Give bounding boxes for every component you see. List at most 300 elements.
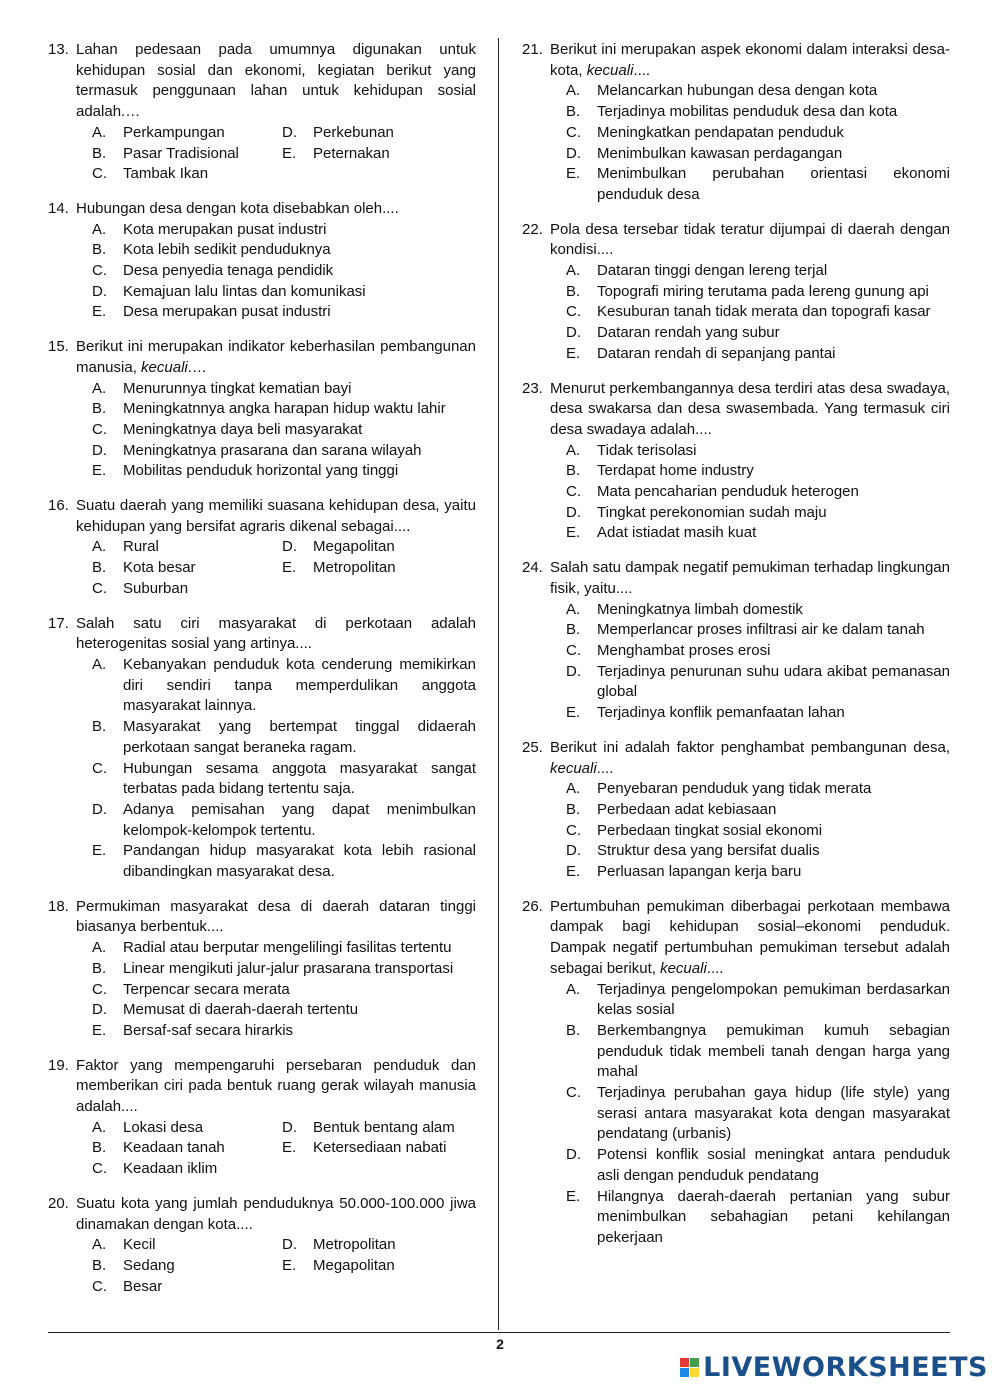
option-letter: A. (92, 1236, 107, 1254)
option-letter: B. (566, 1021, 581, 1039)
option-letter: B. (92, 1256, 107, 1274)
liveworksheets-logo (680, 1352, 988, 1383)
option-letter: A. (92, 379, 107, 397)
option-letter: E. (92, 842, 107, 860)
question-number: 26. (522, 897, 543, 915)
question-text (76, 897, 476, 938)
question-text-main: Suatu daerah yang memiliki suasana kehidupan desa, yaitu kehidupan yang bersifat agraris dikenal sebagai.... (76, 497, 476, 535)
answer-option-e[interactable] (92, 1021, 476, 1042)
option-letter: E. (566, 165, 581, 183)
answer-option-c[interactable] (92, 1159, 282, 1180)
option-text: Kemajuan lalu lintas dan komunikasi (123, 282, 366, 300)
option-letter: A. (92, 123, 107, 141)
option-letter: A. (566, 780, 581, 798)
question-stem (522, 738, 950, 779)
answer-option-d[interactable] (92, 1000, 476, 1021)
option-letter: C. (566, 821, 581, 839)
answer-option-b[interactable] (92, 144, 282, 165)
option-letter: E. (566, 1187, 581, 1205)
question-stem (48, 496, 476, 537)
option-text: Sedang (123, 1256, 175, 1274)
answer-options (92, 1235, 476, 1297)
answer-option-e[interactable] (566, 703, 950, 724)
logo-square-green (690, 1358, 699, 1367)
option-letter: B. (92, 559, 107, 577)
answer-option-e[interactable] (566, 344, 950, 365)
question-stem (48, 40, 476, 123)
option-text: Bersaf-saf secara hirarkis (123, 1021, 294, 1039)
option-letter: D. (566, 324, 581, 342)
option-text: Pasar Tradisional (123, 144, 239, 162)
option-letter: D. (92, 1001, 107, 1019)
question-number: 19. (48, 1056, 69, 1074)
logo-square-blue (680, 1368, 689, 1377)
option-text: Radial atau berputar mengelilingi fasilitas tertentu (123, 939, 452, 957)
option-letter: B. (566, 282, 581, 300)
option-text: Terpencar secara merata (123, 980, 290, 998)
answer-options (92, 938, 476, 1042)
answer-option-c[interactable] (92, 579, 282, 600)
answer-options (92, 379, 476, 483)
option-text: Meningkatnya daya beli masyarakat (123, 420, 363, 438)
option-text: Desa penyedia tenaga pendidik (123, 262, 334, 280)
option-letter: C. (566, 303, 581, 321)
question-22 (522, 220, 950, 365)
question-text-suffix: .... (706, 959, 724, 977)
question-stem (522, 220, 950, 261)
option-letter: D. (566, 503, 581, 521)
answer-option-e[interactable] (92, 302, 476, 323)
answer-options (92, 655, 476, 883)
option-text: Kesuburan tanah tidak merata dan topografi kasar (597, 303, 931, 321)
option-letter: D. (92, 282, 107, 300)
option-text: Dataran rendah di sepanjang pantai (597, 344, 836, 362)
answer-option-d[interactable] (282, 537, 476, 558)
option-text: Tidak terisolasi (597, 441, 697, 459)
option-text: Rural (123, 538, 159, 556)
question-text-main: Pertumbuhan pemukiman diberbagai perkotaan membawa dampak bagi kehidupan sosial–ekonomi penduduk. Dampak negatif pertumbuhan pemukiman tersebut adalah sebagai berikut, (550, 897, 950, 977)
question-text (76, 40, 476, 123)
option-letter: D. (566, 144, 581, 162)
answer-option-c[interactable] (92, 759, 476, 800)
answer-option-d[interactable] (566, 1145, 950, 1186)
question-text (550, 220, 950, 261)
answer-option-d[interactable] (282, 1118, 476, 1139)
question-14 (48, 199, 476, 323)
option-text: Hilangnya daerah-daerah pertanian yang subur menimbulkan sebahagian petani kehilangan pekerjaan (597, 1187, 950, 1246)
question-text (550, 897, 950, 980)
question-18 (48, 897, 476, 1042)
option-text: Kebanyakan penduduk kota cenderung memikirkan diri sendiri tanpa memperdulikan anggota masyarakat lainnya. (123, 655, 476, 715)
question-text-exception: kecuali (586, 61, 634, 79)
option-letter: B. (92, 241, 107, 259)
option-text: Terjadinya pengelompokan pemukiman berdasarkan kelas sosial (597, 980, 950, 1019)
option-letter: C. (92, 1277, 107, 1295)
question-19 (48, 1056, 476, 1180)
option-text: Terjadinya konflik pemanfaatan lahan (597, 704, 845, 722)
question-number: 20. (48, 1194, 69, 1212)
answer-option-b[interactable] (566, 461, 950, 482)
question-stem (48, 897, 476, 938)
option-letter: D. (282, 123, 297, 141)
option-letter: C. (92, 1160, 107, 1178)
answer-option-a[interactable] (566, 600, 950, 621)
option-letter: A. (566, 600, 581, 618)
option-text: Tingkat perekonomian sudah maju (597, 503, 827, 521)
answer-option-e[interactable] (566, 523, 950, 544)
option-text: Kecil (123, 1236, 156, 1254)
answer-option-c[interactable] (566, 1083, 950, 1145)
option-text: Meningkatnya prasarana dan sarana wilayah (123, 441, 422, 459)
question-text (550, 558, 950, 599)
question-text-exception: kecuali (141, 358, 188, 376)
option-text: Berkembangnya pemukiman kumuh sebagian penduduk tidak membeli tanah dengan harga yang mahal (597, 1021, 950, 1081)
question-21 (522, 40, 950, 206)
option-letter: A. (566, 980, 581, 998)
question-text-exception: kecuali (550, 759, 597, 777)
answer-option-c[interactable] (566, 123, 950, 144)
question-text (76, 496, 476, 537)
option-letter: E. (92, 462, 107, 480)
answer-options (92, 1118, 476, 1180)
question-text-main: Berikut ini merupakan aspek ekonomi dalam interaksi desa-kota, (550, 41, 950, 79)
option-text: Adanya pemisahan yang dapat menimbulkan kelompok-kelompok tertentu. (123, 800, 476, 839)
option-text: Suburban (123, 579, 189, 597)
question-text (76, 614, 476, 655)
logo-square-yellow (690, 1368, 699, 1377)
question-20 (48, 1194, 476, 1298)
question-number: 21. (522, 41, 543, 58)
answer-option-a[interactable] (92, 537, 282, 558)
option-letter: B. (92, 718, 107, 736)
question-stem (48, 1194, 476, 1235)
option-letter: D. (566, 1146, 581, 1164)
question-stem (48, 1056, 476, 1118)
answer-options (566, 779, 950, 883)
answer-option-b[interactable] (566, 102, 950, 123)
question-text (550, 40, 950, 81)
question-text-main: Berikut ini merupakan indikator keberhasilan pembangunan manusia, (76, 338, 476, 376)
answer-option-a[interactable] (92, 1118, 282, 1139)
question-number: 23. (522, 379, 543, 397)
option-letter: B. (566, 800, 581, 818)
question-text (76, 337, 476, 378)
question-number: 14. (48, 199, 69, 217)
option-text: Penyebaran penduduk yang tidak merata (597, 780, 872, 798)
option-text: Melancarkan hubungan desa dengan kota (597, 82, 878, 100)
answer-option-e[interactable] (92, 841, 476, 882)
answer-options (92, 220, 476, 324)
answer-option-d[interactable] (566, 841, 950, 862)
answer-option-e[interactable] (566, 164, 950, 205)
question-text (76, 199, 476, 220)
question-text-main: Salah satu ciri masyarakat di perkotaan adalah heterogenitas sosial yang artinya.... (76, 614, 476, 653)
option-text: Topografi miring terutama pada lereng gunung api (597, 282, 929, 300)
option-letter: A. (566, 441, 581, 459)
option-text: Terjadinya penurunan suhu udara akibat pemanasan global (597, 662, 950, 701)
option-letter: A. (92, 538, 107, 556)
answer-option-a[interactable] (566, 441, 950, 462)
option-text: Megapolitan (313, 538, 395, 556)
option-text: Meningkatkan pendapatan penduduk (597, 123, 844, 141)
answer-option-d[interactable] (92, 800, 476, 841)
option-text: Megapolitan (313, 1256, 395, 1274)
option-text: Pandangan hidup masyarakat kota lebih rasional dibandingkan masyarakat desa. (123, 842, 476, 881)
question-text (550, 379, 950, 441)
question-13 (48, 40, 476, 185)
option-text: Struktur desa yang bersifat dualis (597, 842, 820, 860)
question-text-main: Suatu kota yang jumlah penduduknya 50.000-100.000 jiwa dinamakan dengan kota.... (76, 1194, 476, 1233)
question-stem (48, 614, 476, 655)
option-text: Metropolitan (313, 1236, 396, 1254)
answer-options (566, 261, 950, 365)
option-text: Menimbulkan kawasan perdagangan (597, 144, 843, 162)
question-15 (48, 337, 476, 482)
option-text: Tambak Ikan (123, 165, 209, 183)
option-letter: B. (92, 1139, 107, 1157)
question-text-main: Hubungan desa dengan kota disebabkan oleh.... (76, 199, 399, 217)
option-letter: B. (566, 621, 581, 639)
question-stem (522, 379, 950, 441)
option-text: Perbedaan adat kebiasaan (597, 800, 777, 818)
option-text: Keadaan iklim (123, 1160, 218, 1178)
question-17 (48, 614, 476, 883)
option-letter: B. (92, 959, 107, 977)
question-25 (522, 738, 950, 883)
option-letter: E. (566, 704, 581, 722)
answer-option-a[interactable] (566, 261, 950, 282)
answer-option-a[interactable] (566, 980, 950, 1021)
answer-option-e[interactable] (92, 461, 476, 482)
page-number: 2 (496, 1336, 504, 1352)
answer-option-a[interactable] (92, 123, 282, 144)
option-letter: C. (92, 759, 107, 777)
option-letter: B. (92, 144, 107, 162)
option-text: Meningkatnya limbah domestik (597, 600, 803, 618)
option-text: Masyarakat yang bertempat tinggal didaerah perkotaan sangat beraneka ragam. (123, 718, 476, 756)
option-letter: C. (92, 980, 107, 998)
answer-option-d[interactable] (566, 323, 950, 344)
option-text: Perkebunan (313, 123, 394, 141)
question-number: 16. (48, 497, 69, 515)
option-text: Metropolitan (313, 559, 396, 577)
question-number: 13. (48, 41, 69, 58)
option-text: Keadaan tanah (123, 1139, 225, 1157)
option-text: Dataran tinggi dengan lereng terjal (597, 262, 828, 280)
answer-option-c[interactable] (566, 482, 950, 503)
option-text: Hubungan sesama anggota masyarakat sangat terbatas pada bidang tertentu saja. (123, 759, 476, 798)
left-column (48, 40, 476, 1311)
option-letter: C. (566, 483, 581, 501)
option-letter: C. (92, 420, 107, 438)
answer-option-d[interactable] (92, 282, 476, 303)
answer-option-b[interactable] (566, 800, 950, 821)
option-letter: B. (566, 462, 581, 480)
option-letter: E. (282, 144, 297, 162)
option-text: Mata pencaharian penduduk heterogen (597, 483, 859, 501)
question-26 (522, 897, 950, 1249)
option-letter: E. (566, 524, 581, 542)
answer-option-a[interactable] (92, 1235, 282, 1256)
answer-option-a[interactable] (92, 938, 476, 959)
option-text: Meningkatnnya angka harapan hidup waktu lahir (123, 400, 446, 418)
option-letter: E. (282, 1139, 297, 1157)
question-text (550, 738, 950, 779)
answer-option-d[interactable] (92, 441, 476, 462)
answer-option-c[interactable] (92, 261, 476, 282)
option-text: Besar (123, 1277, 163, 1295)
question-text-main: Permukiman masyarakat desa di daerah dataran tinggi biasanya berbentuk.... (76, 897, 476, 936)
question-number: 18. (48, 897, 69, 915)
answer-option-c[interactable] (92, 1277, 282, 1298)
option-letter: D. (92, 441, 107, 459)
question-number: 22. (522, 220, 543, 238)
answer-option-b[interactable] (92, 558, 282, 579)
option-text: Bentuk bentang alam (313, 1118, 455, 1136)
answer-option-d[interactable] (566, 662, 950, 703)
answer-options (566, 81, 950, 205)
option-letter: C. (566, 123, 581, 141)
question-text (76, 1194, 476, 1235)
question-stem (48, 199, 476, 220)
brand-text: LIVEWORKSHEETS (703, 1352, 988, 1383)
footer-rule (48, 1332, 950, 1333)
option-text: Potensi konflik sosial meningkat antara penduduk asli dengan penduduk pendatang (597, 1146, 950, 1184)
answer-options (92, 537, 476, 599)
answer-options (92, 123, 476, 185)
option-letter: C. (566, 641, 581, 659)
answer-option-d[interactable] (566, 503, 950, 524)
option-text: Perluasan lapangan kerja baru (597, 863, 802, 881)
option-letter: E. (566, 344, 581, 362)
option-letter: A. (92, 1118, 107, 1136)
question-text-main: Lahan pedesaan pada umumnya digunakan untuk kehidupan sosial dan ekonomi, kegiatan berikut yang termasuk penggunaan lahan untuk kehidupan sosial adalah.… (76, 41, 476, 121)
answer-option-c[interactable] (566, 302, 950, 323)
question-stem (522, 40, 950, 81)
answer-option-c[interactable] (566, 641, 950, 662)
question-stem (522, 558, 950, 599)
question-number: 25. (522, 738, 543, 756)
column-divider (498, 38, 499, 1330)
option-letter: D. (282, 1236, 297, 1254)
option-text: Dataran rendah yang subur (597, 324, 780, 342)
option-letter: E. (566, 863, 581, 881)
option-text: Menurunnya tingkat kematian bayi (123, 379, 352, 397)
answer-option-e[interactable] (282, 1256, 476, 1277)
question-text-main: Faktor yang mempengaruhi persebaran penduduk dan memberikan ciri pada bentuk ruang gerak wilayah manusia adalah.... (76, 1056, 476, 1116)
option-letter: E. (92, 303, 107, 321)
answer-option-a[interactable] (92, 655, 476, 717)
option-text: Adat istiadat masih kuat (597, 524, 757, 542)
answer-option-b[interactable] (566, 282, 950, 303)
question-23 (522, 379, 950, 545)
option-text: Menimbulkan perubahan orientasi ekonomi penduduk desa (597, 165, 950, 203)
answer-option-b[interactable] (92, 240, 476, 261)
answer-options (566, 441, 950, 545)
logo-icon (680, 1358, 699, 1377)
answer-options (566, 980, 950, 1249)
answer-option-a[interactable] (92, 379, 476, 400)
answer-option-e[interactable] (282, 558, 476, 579)
option-letter: D. (282, 1118, 297, 1136)
answer-option-c[interactable] (92, 980, 476, 1001)
option-letter: C. (566, 1084, 581, 1102)
answer-option-b[interactable] (566, 620, 950, 641)
answer-option-e[interactable] (282, 1138, 476, 1159)
answer-option-a[interactable] (92, 220, 476, 241)
answer-option-b[interactable] (566, 1021, 950, 1083)
option-text: Ketersediaan nabati (313, 1139, 447, 1157)
option-text: Memperlancar proses infiltrasi air ke dalam tanah (597, 621, 925, 639)
option-text: Terdapat home industry (597, 462, 754, 480)
answer-option-b[interactable] (92, 1138, 282, 1159)
option-letter: A. (566, 262, 581, 280)
question-text-suffix: .... (633, 61, 651, 79)
answer-option-c[interactable] (566, 821, 950, 842)
question-number: 24. (522, 559, 543, 577)
question-text-suffix: .... (596, 759, 614, 777)
option-text: Linear mengikuti jalur-jalur prasarana transportasi (123, 959, 454, 977)
option-letter: B. (566, 103, 581, 121)
answer-option-c[interactable] (92, 420, 476, 441)
question-text (76, 1056, 476, 1118)
option-letter: D. (92, 800, 107, 818)
answer-option-b[interactable] (92, 717, 476, 758)
question-stem (522, 897, 950, 980)
answer-option-a[interactable] (566, 779, 950, 800)
answer-option-d[interactable] (282, 1235, 476, 1256)
question-number: 15. (48, 338, 69, 356)
answer-option-d[interactable] (566, 144, 950, 165)
option-letter: A. (92, 939, 107, 957)
answer-option-b[interactable] (92, 959, 476, 980)
answer-option-b[interactable] (92, 399, 476, 420)
option-text: Peternakan (313, 144, 390, 162)
option-text: Terjadinya mobilitas penduduk desa dan kota (597, 103, 898, 121)
answer-option-e[interactable] (566, 862, 950, 883)
answer-option-c[interactable] (92, 164, 282, 185)
right-column (522, 40, 950, 1263)
option-text: Kota lebih sedikit penduduknya (123, 241, 331, 259)
question-text-exception: kecuali (660, 959, 707, 977)
option-text: Perkampungan (123, 123, 225, 141)
answer-option-a[interactable] (566, 81, 950, 102)
option-letter: C. (92, 165, 107, 183)
option-text: Terjadinya perubahan gaya hidup (life style) yang serasi antara masyarakat kota dengan masyarakat pendatang (urbanis) (597, 1084, 950, 1143)
question-text-main: Menurut perkembangannya desa terdiri atas desa swadaya, desa swakarsa dan desa swasembada. Yang termasuk ciri desa swadaya adalah.... (550, 379, 950, 438)
option-text: Perbedaan tingkat sosial ekonomi (597, 821, 823, 839)
option-text: Kota besar (123, 559, 196, 577)
answer-option-e[interactable] (566, 1187, 950, 1249)
option-letter: D. (566, 842, 581, 860)
answer-option-e[interactable] (282, 144, 476, 165)
option-letter: C. (92, 579, 107, 597)
answer-option-b[interactable] (92, 1256, 282, 1277)
question-16 (48, 496, 476, 600)
option-letter: D. (282, 538, 297, 556)
option-letter: C. (92, 262, 107, 280)
option-letter: D. (566, 662, 581, 680)
question-text-main: Salah satu dampak negatif pemukiman terhadap lingkungan fisik, yaitu.... (550, 559, 950, 597)
option-text: Memusat di daerah-daerah tertentu (123, 1001, 359, 1019)
question-text-suffix: .… (187, 358, 207, 376)
option-text: Mobilitas penduduk horizontal yang tinggi (123, 462, 399, 480)
option-letter: E. (282, 559, 297, 577)
answer-option-d[interactable] (282, 123, 476, 144)
question-text-main: Berikut ini adalah faktor penghambat pembangunan desa, (550, 738, 950, 756)
option-text: Menghambat proses erosi (597, 641, 771, 659)
answer-options (566, 600, 950, 724)
